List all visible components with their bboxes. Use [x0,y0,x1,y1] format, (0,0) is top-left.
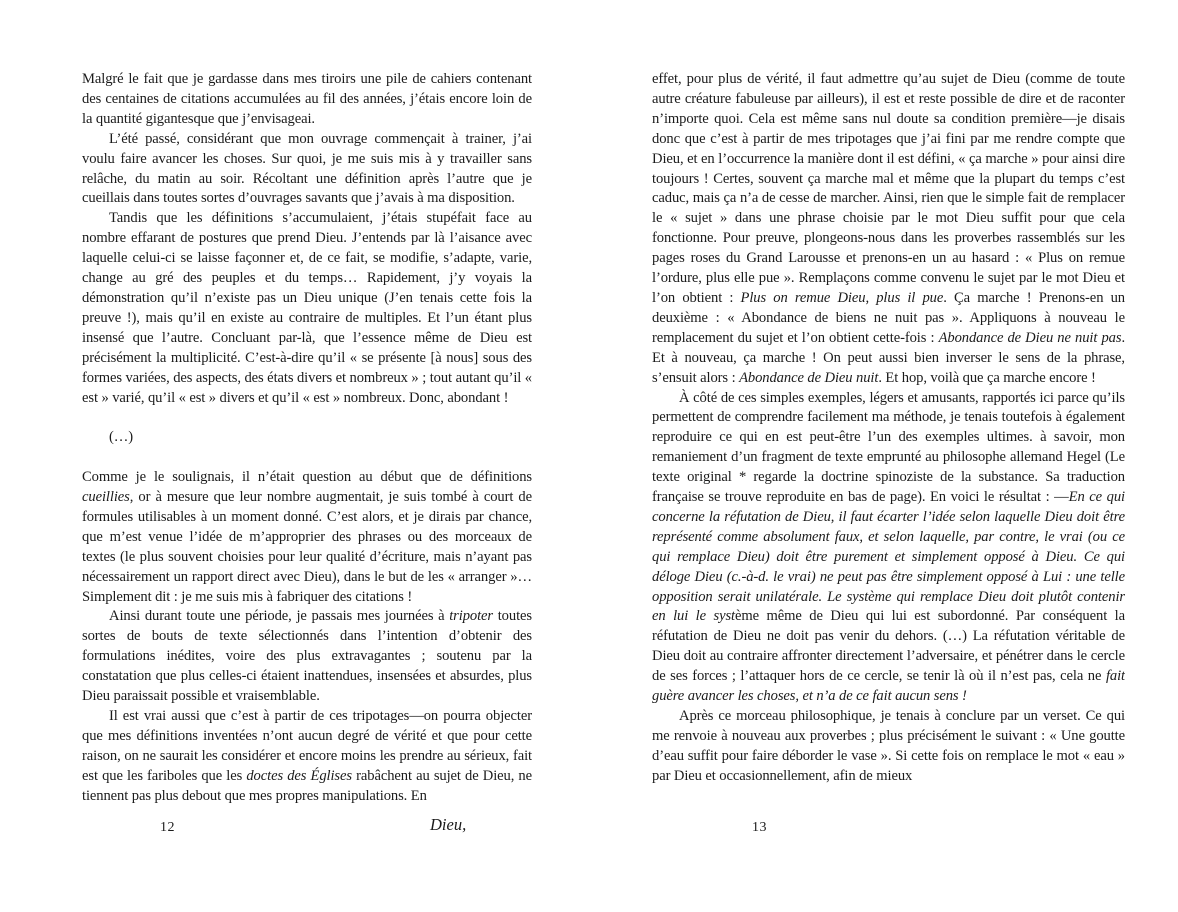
page-left-text-block [82,70,532,807]
text-run-italic: doctes des Églises [246,767,352,784]
text-run: Tandis que les définitions s’accumulaient, j’étais stupéfait face au nombre effarant de postures que prend Dieu. J’entends par là l’aisance avec laquelle celui-ci se laisse façonner et, de ce fait, se modifie, s’adapte, varie, change au gré des peuples et du temps… Rapidement, j’y voyais la démonstration qu’il n’existe pas un Dieu unique (J’en tenais cette fois la preuve !), mais qu’il en existe au contraire de multiples. Et l’un étant plus insensé que l’autre. Concluant par-là, que l’essence même de Dieu est précisément la multiplicité. C’est-à-dire qu’il « se présente [à nous] sous des formes variées, des aspects, des états divers et nombreux » ; tout autant qu’il « est » varié, qu’il « est » divers et qu’il « est » nombreux. Donc, abondant ! [82,210,532,406]
text-run-italic: fait guère avancer les choses, et n’a de ce fait aucun sens ! [652,668,1125,705]
text-run-italic: Plus on remue Dieu, plus il pue [740,289,944,306]
text-run-italic: Abondance de Dieu nuit [739,369,879,386]
text-run: . Ça marche ! Prenons-en un deuxième : « Abondance de biens ne nuit pas ». Appliquons à nouveau le remplacement du sujet et l’on obtient cette-fois : [652,289,1125,346]
text-run-italic: En ce qui concerne la réfutation de Dieu, il faut écarter l’idée selon laquelle Dieu doit être représenté comme absolument faux, et selon laquelle, par contre, le vrai (ou ce qui remplace Dieu) doit être purement et simplement opposé à Dieu. Ce qui déloge Dieu (c.-à-d. le vrai) ne peut pas être simplement opposé à Lui : une telle opposition serait unilatérale. Le système qui remplace Dieu doit plutôt contenir en lui le syst [652,489,1125,625]
text-run-italic: cueillies [82,489,130,505]
page-right-text-block [652,70,1125,787]
paragraph [82,70,532,130]
text-run: À côté de ces simples exemples, légers et amusants, rapportés ici parce qu’ils permettent de comprendre facilement ma méthode, je tenais toutefois à également reproduire ce qui en est peut-être l’un des exemples ultimes. à savoir, mon remaniement d’un fragment de texte emprunté au philosophe allemand Hegel (Le texte original * regarde la doctrine spinoziste de la substance. Sa traduction française se trouve reproduite en bas de page). En voici le résultat : — [652,389,1125,506]
paragraph [82,468,532,607]
paragraph [82,130,532,210]
text-run: toutes sortes de bouts de texte sélectionnés dans l’intention d’obtenir des formulations inédites, voire des plus extravagantes ; soutenu par la constatation que plus celles-ci étaient inattendues, insensées et absurdes, plus Dieu paraissait possible et vraisemblable. [82,608,532,705]
paragraph [652,70,1125,389]
paragraph [652,389,1125,708]
paragraph [82,428,532,448]
running-title: Dieu, [430,815,467,834]
page-number-left: 12 [160,820,175,835]
text-run: rabâchent au sujet de Dieu, ne tiennent pas plus debout que mes propres manipulations. En [82,767,532,804]
paragraph [82,607,532,707]
text-run: Comme je le soulignais, il n’était question au début que de définitions [82,469,532,486]
text-run: Malgré le fait que je gardasse dans mes tiroirs une pile de cahiers contenant des centaines de citations accumulées au fil des années, j’étais encore loin de la quantité gigantesque que j’envisageai. [82,71,532,127]
text-run: ème même de Dieu qui lui est subordonné. Par conséquent la réfutation de Dieu ne doit pas venir du dehors. (…) La réfutation véritable de Dieu doit au contraire affronter directement l’adversaire, et pénétrer dans le cercle de ses forces ; l’attaquer hors de ce cercle, se tenir là où il n’est pas, cela ne [652,608,1125,685]
paragraph [82,707,532,807]
text-run: . Et à nouveau, ça marche ! On peut aussi bien inverser le sens de la phrase, s’ensuit alors : [652,329,1125,386]
text-run: , or à mesure que leur nombre augmentait, je suis tombé à court de formules utilisables à un moment donné. C’est alors, et je dirais par chance, que m’est venue l’idée de m’approprier des phrases ou des morceaux de textes (le plus souvent choisies pour leur qualité d’écriture, mais n’ayant pas nécessairement un rapport direct avec Dieu), dans le but de les « arranger »… Simplement dit : je me suis mis à fabriquer des citations ! [82,489,532,605]
text-run: effet, pour plus de vérité, il faut admettre qu’au sujet de Dieu (comme de toute autre créature fabuleuse par ailleurs), il est et reste possible de dire et de raconter n’importe quoi. Cela est même sans nul doute sa condition première—je disais donc que c’est à partir de mes tripotages que j’ai fini par me rendre compte que Dieu, et en l’occurrence la manière dont il est défini, « ça marche » pour ainsi dire toujours ! Certes, souvent ça marche mal et même que la plupart du temps c’est caduc, mais ça n’a de cesse de marcher. Ainsi, rien que le simple fait de remplacer le « sujet » dans une phrase choisie par le mot Dieu suffit pour que cela fonctionne. Pour preuve, plongeons-nous dans les proverbes rassemblés sur les pages roses du Grand Larousse et prenons-en un au hasard : « Plus on remue l’ordure, plus elle pue ». Remplaçons comme convenu le sujet par le mot Dieu et l’on obtient : [652,71,1125,306]
page-right [589,0,1178,912]
text-run: Il est vrai aussi que c’est à partir de ces tripotages—on pourra objecter que mes définitions inventées n’ont aucun degré de vérité et que pour cette raison, on ne saurait les considérer et encore moins les prendre au sérieux, fait est que les fariboles que les [82,707,532,784]
paragraph [82,209,532,408]
text-run: (…) [109,429,134,446]
text-run: L’été passé, considérant que mon ouvrage commençait à trainer, j’ai voulu faire avancer les choses. Sur quoi, je me suis mis à y travailler sans relâche, du matin au soir. Récoltant une définition après l’autre que je cueillais dans toutes sortes d’ouvrages savants que j’avais à ma disposition. [82,130,532,207]
text-run-italic: tripoter [449,608,494,625]
page-number-right: 13 [752,820,767,835]
text-run: . Et hop, voilà que ça marche encore ! [878,369,1096,386]
paragraph [652,707,1125,787]
text-run: Après ce morceau philosophique, je tenais à conclure par un verset. Ce qui me renvoie à nouveau aux proverbes ; plus précisément le suivant : « Une goutte d’eau suffit pour faire déborder le vase ». Si cette fois on remplace le mot « eau » par Dieu et occasionnellement, afin de mieux [652,708,1125,784]
text-run-italic: Abondance de Dieu ne nuit pas [938,329,1122,346]
text-run: Ainsi durant toute une période, je passais mes journées à [109,608,450,625]
